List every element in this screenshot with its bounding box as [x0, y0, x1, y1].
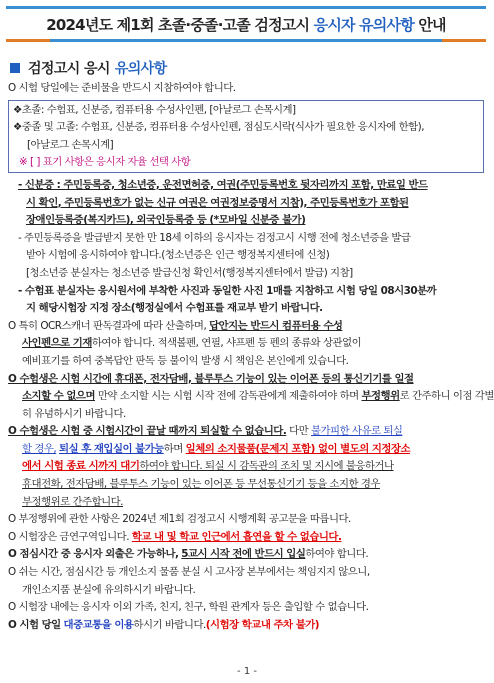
- exit-line-1: [8, 423, 484, 441]
- title-suffix: 안내: [418, 15, 446, 34]
- note-text: 표기 사항은 응시자 자율 선택 사항: [42, 156, 191, 169]
- notice-body: [8, 80, 494, 634]
- omr-text: O 특히 OCR스캐너 판독결과에 따라 산출하며,: [8, 319, 207, 332]
- title-highlight: 응시자 유의사항: [313, 15, 414, 34]
- note-bracket: [ ]: [30, 156, 40, 169]
- omr-text-2: 하여야 합니다. 적색볼펜, 연필, 샤프펜 등 펜의 종류와 상관없이: [91, 337, 362, 350]
- smoking-red: 학교 내 및 학교 인근에서 흡연을 할 수 없습니다.: [131, 530, 342, 543]
- title-text: 2024년도 제1회 초졸·중졸·고졸 검정고시: [46, 15, 310, 34]
- title-accent-right: [442, 39, 486, 42]
- smoking-text: O 시험장은 금연구역입니다.: [8, 530, 129, 543]
- exit-line-4: 휴대전화, 전자담배, 블루투스 기능이 있는 이어폰 등 무선통신기기 등을 소지한 경우: [22, 478, 380, 491]
- lunch-text-2: 하여야 합니다.: [305, 548, 369, 561]
- prep-middle-high: ❖중졸 및 고졸: 수험표, 신분증, 컴퓨터용 수성사인펜, 점심도시락(식사가 필요한 응시자에 한함),: [13, 121, 425, 134]
- omr-line-1: [8, 318, 484, 336]
- transport-text: O 시험 당일: [8, 618, 61, 631]
- transport-blue: 대중교통을 이용: [63, 618, 134, 631]
- prep-note: [13, 154, 479, 172]
- note-mark: ※: [19, 156, 28, 169]
- phone-line-1: O 수험생은 시험 시간에 휴대폰, 전자담배, 블루투스 기능이 있는 이어폰 등의 통신기기를 일절: [8, 372, 414, 385]
- youth-id-line-1: - 주민등록증을 발급받지 못한 만 18세 이하의 응시자는 검정고시 시행 전에 청소년증을 발급: [18, 231, 411, 244]
- exit-blue-2: 할 경우,: [22, 442, 57, 455]
- exit-red-2: 에서 시험 종료 시까지 대기: [22, 460, 140, 473]
- omr-line-3: 예비표기를 하여 중복답안 판독 등 불이익 발생 시 책임은 본인에게 있습니다.: [22, 354, 349, 367]
- title-accent-left: [6, 39, 50, 42]
- section-title: 검정고시 응시: [28, 61, 110, 77]
- intro-line: O 시험 당일에는 준비물을 반드시 지참하여야 합니다.: [8, 82, 236, 94]
- id-card-line-3: 장애인등록증(복지카드), 외국인등록증 등 (*모바일 신분증 불가): [26, 214, 306, 227]
- smoking-line: [8, 529, 484, 547]
- prep-elementary: ❖초졸: 수험표, 신분증, 컴퓨터용 수성사인펜, [아날로그 손목시계]: [13, 103, 296, 116]
- omr-emphasis-2: 사인펜으로 기재: [22, 337, 92, 350]
- lunch-line: [8, 546, 484, 564]
- prep-middle-high-cont: [아날로그 손목시계]: [27, 138, 114, 151]
- omr-line-2: [8, 335, 484, 353]
- exit-no-reentry: 퇴실 후 재입실이 불가능: [59, 442, 164, 455]
- youth-id-line-2: 받아 시험에 응시하여야 합니다.(청소년증은 인근 행정복지센터에 신청): [26, 249, 330, 262]
- omr-emphasis: 답안지는 반드시 컴퓨터용 수성: [209, 319, 343, 332]
- exit-text-3: 하여야 합니다. 퇴실 시 감독관의 조치 및 지시에 불응하거나: [139, 460, 394, 473]
- document-title: [46, 14, 445, 35]
- id-card-line-2: 시 확인, 주민등록번호가 없는 신규 여권은 여권정보증명서 지참), 주민등록번호가 포함된: [26, 196, 409, 209]
- exit-text: 다만: [289, 425, 309, 438]
- section-title-highlight: 유의사항: [114, 61, 167, 77]
- exit-text-2: 하며: [163, 442, 183, 455]
- exit-line-5: 부정행위로 간주합니다.: [22, 495, 123, 508]
- phone-line-2: [8, 388, 494, 406]
- visitors-line: O 시험장 내에는 응시자 이외 가족, 친지, 친구, 학원 관계자 등은 출입할 수 없습니다.: [8, 601, 369, 614]
- title-bar: [6, 6, 486, 42]
- phone-cheating: 부정행위: [361, 390, 400, 403]
- page-number: - 1 -: [237, 666, 257, 677]
- transport-text-2: 하시기 바랍니다.: [133, 618, 206, 631]
- belongings-line-2: 개인소지품 분실에 유의하시기 바랍니다.: [22, 583, 196, 596]
- lunch-text: O 점심시간 중 응시자 외출은 가능하나,: [8, 548, 179, 561]
- preparation-box: [8, 100, 484, 173]
- transport-red: (시험장 학교내 주차 불가): [205, 618, 320, 631]
- id-card-line-1: - 신분증 : 주민등록증, 청소년증, 운전면허증, 여권(주민등록번호 뒷자리까지 포함, 만료일 반드: [18, 178, 428, 191]
- lunch-emphasis: 5교시 시작 전에 반드시 입실: [181, 548, 306, 561]
- square-bullet-icon: [10, 63, 20, 73]
- misconduct-line: O 부정행위에 관한 사항은 2024년 제1회 검정고시 시행계획 공고문을 따릅니다.: [8, 513, 351, 526]
- exit-line-3: [8, 458, 484, 476]
- ticket-loss-line-1: - 수험표 분실자는 응시원서에 부착한 사진과 동일한 사진 1매를 지참하고 시험 당일 08시30분까: [18, 284, 437, 297]
- exit-blue: 불가피한 사유로 퇴실: [310, 425, 403, 438]
- exit-emphasis: O 수험생은 시험 중 시험시간이 끝날 때까지 퇴실할 수 없습니다.: [8, 425, 287, 438]
- phone-text: 만약 소지할 시는 시험 시작 전에 감독관에게 제출하여야 하며: [97, 390, 359, 403]
- exit-line-2: [8, 441, 484, 459]
- transport-line: [8, 617, 484, 635]
- ticket-loss-line-2: 지 해당시험장 지정 장소(행정실에서 수험표를 재교부 받기 바랍니다.: [26, 302, 323, 315]
- section-heading: [10, 58, 167, 78]
- exit-red: 일체의 소지물품(문제지 포함) 없이 별도의 지정장소: [185, 442, 411, 455]
- phone-text-2: 로 간주하니 이점 각별: [399, 390, 494, 403]
- phone-line-3: 히 유념하시기 바랍니다.: [22, 407, 126, 420]
- phone-emphasis: 소지할 수 없으며: [22, 390, 95, 403]
- youth-id-line-3: [청소년증 분실자는 청소년증 발급신청 확인서(행정복지센터에서 발급) 지참]: [26, 266, 353, 279]
- belongings-line-1: O 쉬는 시간, 점심시간 등 개인소지 물품 분실 시 고사장 본부에서는 책임지지 않으니,: [8, 566, 370, 579]
